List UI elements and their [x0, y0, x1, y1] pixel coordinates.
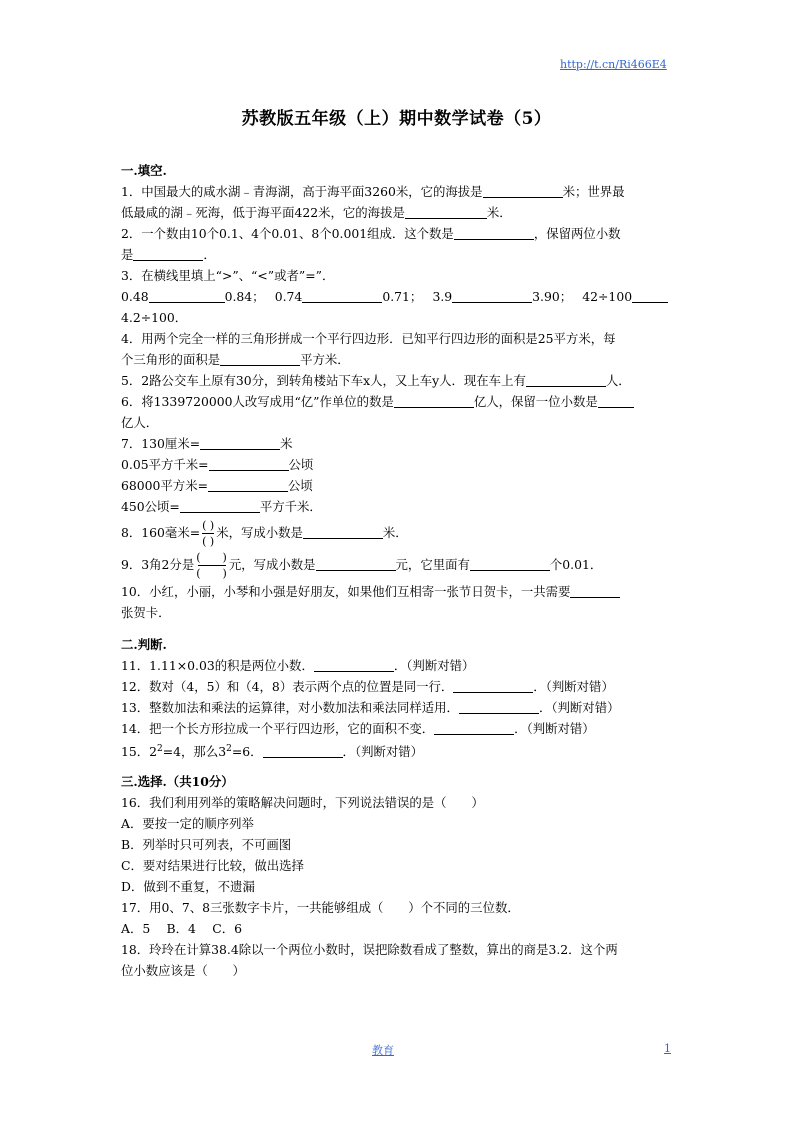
answer-blank[interactable] — [459, 699, 539, 714]
superscript: 2 — [226, 744, 232, 754]
option-16-a[interactable]: A．要按一定的顺序列举 — [121, 816, 254, 831]
question-14 — [121, 718, 681, 739]
header-url-link[interactable]: http://t.cn/Ri466E4 — [560, 58, 667, 71]
question-text: ．（判断对错） — [533, 679, 614, 694]
answer-blank[interactable] — [394, 393, 474, 408]
fraction-numerator: ( ) — [202, 519, 215, 532]
question-15 — [121, 739, 681, 760]
question-7-c — [121, 475, 681, 496]
question-3-comparisons — [121, 286, 681, 307]
question-13 — [121, 697, 681, 718]
question-3-prompt: 3．在横线里填上“>”、“<”或者”=”． — [121, 268, 335, 283]
question-text: 平方米． — [300, 352, 350, 367]
question-text: 元，写成小数是 — [228, 557, 316, 572]
question-text: 0.71； — [382, 289, 417, 304]
question-text: ．（判断对错） — [538, 700, 620, 715]
question-text: 68000平方米= — [121, 478, 208, 493]
question-11 — [121, 655, 681, 676]
options-17[interactable]: A．5 B．4 C．6 — [121, 921, 243, 936]
question-text: 米 — [280, 436, 293, 451]
fraction-blank[interactable] — [202, 519, 214, 548]
question-5 — [121, 370, 681, 391]
question-12 — [121, 676, 681, 697]
question-text: 42÷100 — [582, 289, 633, 304]
question-text: 0.05平方千米= — [121, 457, 209, 472]
question-7-a — [121, 433, 681, 454]
question-text: 个0.01． — [549, 557, 603, 572]
question-text: 9．3角2分是 — [121, 557, 195, 572]
question-text: 低最咸的湖﹣死海，低于海平面422米，它的海拔是 — [121, 205, 405, 220]
question-9 — [121, 549, 681, 581]
section-heading-fill: 一.填空. — [121, 163, 167, 178]
fraction-denominator: ( ) — [196, 567, 227, 580]
question-text: 6．将1339720000人改写成用“亿”作单位的数是 — [121, 394, 394, 409]
answer-blank[interactable] — [302, 288, 382, 303]
question-4-line-2 — [121, 349, 681, 370]
fraction-bar — [202, 533, 214, 534]
answer-blank[interactable] — [220, 351, 300, 366]
question-text: 元，它里面有 — [395, 557, 470, 572]
question-text: ．（判断对错） — [514, 721, 595, 736]
answer-blank[interactable] — [133, 246, 203, 261]
answer-blank[interactable] — [149, 288, 225, 303]
answer-blank[interactable] — [303, 524, 383, 539]
question-4-line-1: 4．用两个完全一样的三角形拼成一个平行四边形．已知平行四边形的面积是25平方米，每 — [121, 331, 616, 346]
question-text: 450公顷= — [121, 499, 180, 514]
question-text: 3.90； — [532, 289, 566, 304]
question-17: 17．用0、7、8三张数字卡片，一共能够组成（ ）个不同的三位数． — [121, 900, 520, 915]
question-6-line-1 — [121, 391, 681, 412]
option-16-c[interactable]: C．要对结果进行比较，做出选择 — [121, 858, 304, 873]
question-1-line-1 — [121, 181, 681, 202]
question-text: 15．2 — [121, 744, 158, 760]
question-1-line-2 — [121, 202, 681, 223]
question-text: ．（判断对错） — [342, 744, 424, 760]
question-text: 米；世界最 — [562, 184, 625, 199]
question-text: 米． — [382, 525, 408, 540]
question-text: 平方千米． — [259, 499, 322, 514]
question-text: =4，那么3 — [162, 744, 227, 760]
question-text: 2．一个数由10个0.1、4个0.01、8个0.001组成．这个数是 — [121, 226, 454, 241]
fraction-bar — [198, 565, 226, 566]
fraction-numerator: ( ) — [196, 551, 227, 564]
question-text: =6． — [231, 744, 263, 760]
answer-blank[interactable] — [405, 204, 487, 219]
question-text: 12．数对（4，5）和（4，8）表示两个点的位置是同一行． — [121, 679, 454, 694]
answer-blank[interactable] — [316, 556, 396, 571]
question-text: 13．整数加法和乘法的运算律，对小数加法和乘法同样适用． — [121, 700, 459, 715]
answer-blank[interactable] — [483, 183, 563, 198]
fraction-denominator: ( ) — [202, 535, 215, 548]
question-18-line-1: 18．玲玲在计算38.4除以一个两位小数时，误把除数看成了整数，算出的商是3.2．这个两 — [121, 942, 618, 957]
question-text: 0.84； — [224, 289, 259, 304]
question-text: 8．160毫米= — [121, 525, 201, 540]
page-number[interactable]: 1 — [664, 1042, 671, 1055]
question-10-line-2: 张贺卡． — [121, 605, 171, 620]
answer-blank[interactable] — [454, 225, 534, 240]
question-text: 1．中国最大的咸水湖﹣青海湖，高于海平面3260米，它的海拔是 — [121, 184, 483, 199]
question-7-d — [121, 496, 681, 517]
footer-link[interactable]: 教育 — [372, 1044, 394, 1057]
question-text: 14．把一个长方形拉成一个平行四边形，它的面积不变． — [121, 721, 435, 736]
document-body — [121, 160, 681, 981]
page-title: 苏教版五年级（上）期中数学试卷（5） — [241, 109, 552, 129]
answer-blank[interactable] — [598, 393, 634, 408]
question-text: 3.9 — [432, 289, 453, 304]
question-18-line-2: 位小数应该是（ ） — [121, 963, 245, 978]
question-text: 公顷 — [288, 457, 314, 472]
answer-blank[interactable] — [453, 678, 533, 693]
question-6-line-2: 亿人． — [121, 415, 159, 430]
question-text: 0.48 — [121, 289, 149, 304]
question-text: 5．2路公交车上原有30分，到转角楼站下车x人，又上车y人．现在车上有 — [121, 373, 526, 388]
answer-blank[interactable] — [470, 556, 550, 571]
question-10-line-1 — [121, 581, 681, 602]
question-text: 0.74 — [274, 289, 303, 304]
question-text: 是 — [121, 247, 134, 262]
question-text: 7．130厘米= — [121, 436, 201, 451]
question-7-b — [121, 454, 681, 475]
question-text: ． — [203, 247, 216, 262]
answer-blank[interactable] — [180, 498, 260, 513]
answer-blank[interactable] — [314, 657, 394, 672]
question-text: 10．小红，小丽，小琴和小强是好朋友，如果他们互相寄一张节日贺卡，一共需要 — [121, 584, 571, 599]
fraction-blank[interactable] — [196, 551, 227, 580]
answer-blank[interactable] — [632, 288, 668, 303]
question-text: 米，写成小数是 — [216, 525, 303, 540]
question-text: ，保留两位小数 — [533, 226, 621, 241]
question-text: 个三角形的面积是 — [121, 352, 221, 367]
section-heading-judge: 二.判断. — [121, 637, 167, 652]
answer-blank[interactable] — [209, 456, 289, 471]
question-text: 11．1.11×0.03的积是两位小数． — [121, 658, 314, 673]
answer-blank[interactable] — [200, 435, 280, 450]
section-heading-choice: 三.选择.（共10分） — [121, 774, 234, 789]
question-8 — [121, 517, 681, 549]
answer-blank[interactable] — [263, 743, 343, 758]
answer-blank[interactable] — [434, 720, 514, 735]
question-text: ．（判断对错） — [393, 658, 475, 673]
question-3-continuation: 4.2÷100． — [121, 310, 188, 325]
answer-blank[interactable] — [570, 583, 620, 598]
question-text: 米． — [486, 205, 512, 220]
question-2-line-1 — [121, 223, 681, 244]
answer-blank[interactable] — [526, 372, 606, 387]
superscript: 2 — [157, 744, 163, 754]
question-text: 人． — [605, 373, 631, 388]
option-16-b[interactable]: B．列举时只可列表，不可画图 — [121, 837, 292, 852]
question-2-line-2 — [121, 244, 681, 265]
question-text: 公顷 — [287, 478, 313, 493]
answer-blank[interactable] — [208, 477, 288, 492]
question-text: 亿人，保留一位小数是 — [473, 394, 598, 409]
option-16-d[interactable]: D．做到不重复，不遗漏 — [121, 879, 255, 894]
answer-blank[interactable] — [452, 288, 532, 303]
question-16: 16．我们利用列举的策略解决问题时，下列说法错误的是（ ） — [121, 795, 484, 810]
